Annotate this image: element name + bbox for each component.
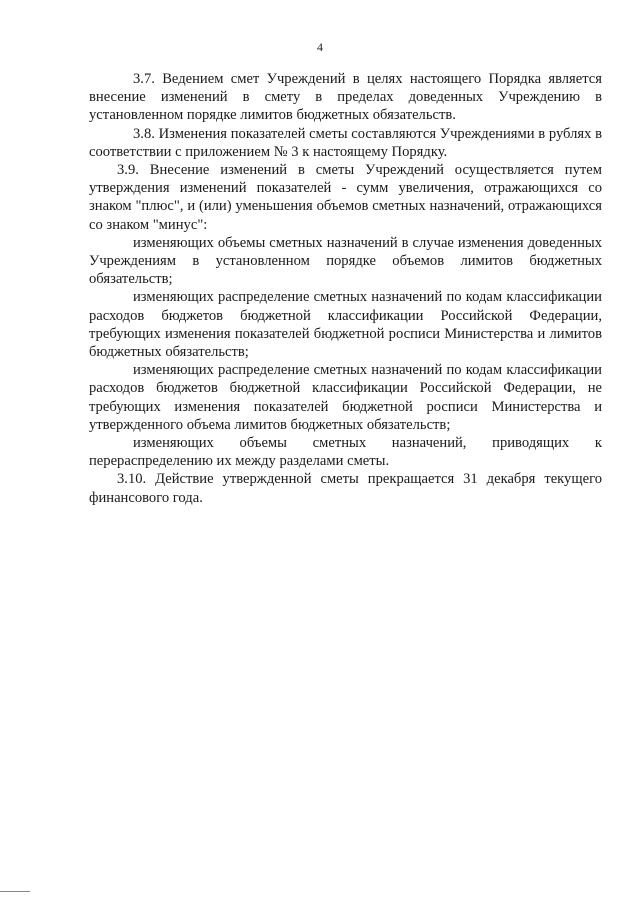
list-item-2: изменяющих распределение сметных назначений по кодам классификации расходов бюджетов бюджетной классификации Российской Федерации, требующих изменения показателей бюджетной росписи Министерства и лимитов бюджетных обязательств; [89, 289, 602, 361]
paragraph-3-10: 3.10. Действие утвержденной сметы прекращается 31 декабря текущего финансового года. [89, 471, 602, 506]
page-number: 4 [317, 40, 323, 54]
body-text [89, 70, 602, 507]
page-edge-mark [0, 891, 30, 892]
paragraph-3-7: 3.7. Ведением смет Учреждений в целях настоящего Порядка является внесение изменений в смету в пределах доведенных Учреждению в установленном порядке лимитов бюджетных обязательств. [89, 71, 602, 124]
list-item-4: изменяющих объемы сметных назначений, приводящих к перераспределению их между разделами сметы. [89, 435, 602, 470]
paragraph-3-8: 3.8. Изменения показателей сметы составляются Учреждениями в рублях в соответствии с приложением № 3 к настоящему Порядку. [89, 125, 602, 160]
list-item-1: изменяющих объемы сметных назначений в случае изменения доведенных Учреждениям в установленном порядке объемов лимитов бюджетных обязательств; [89, 234, 602, 288]
paragraph-3-9: 3.9. Внесение изменений в сметы Учреждений осуществляется путем утверждения изменений показателей - сумм увеличения, отражающихся со знаком "плюс", и (или) уменьшения объемов сметных назначений, отражающихся со знаком "минус": [89, 162, 602, 233]
list-item-3: изменяющих распределение сметных назначений по кодам классификации расходов бюджетов бюджетной классификации Российской Федерации, не требующих изменения показателей бюджетной росписи Министерства и утвержденного объема лимитов бюджетных обязательств; [89, 362, 602, 433]
